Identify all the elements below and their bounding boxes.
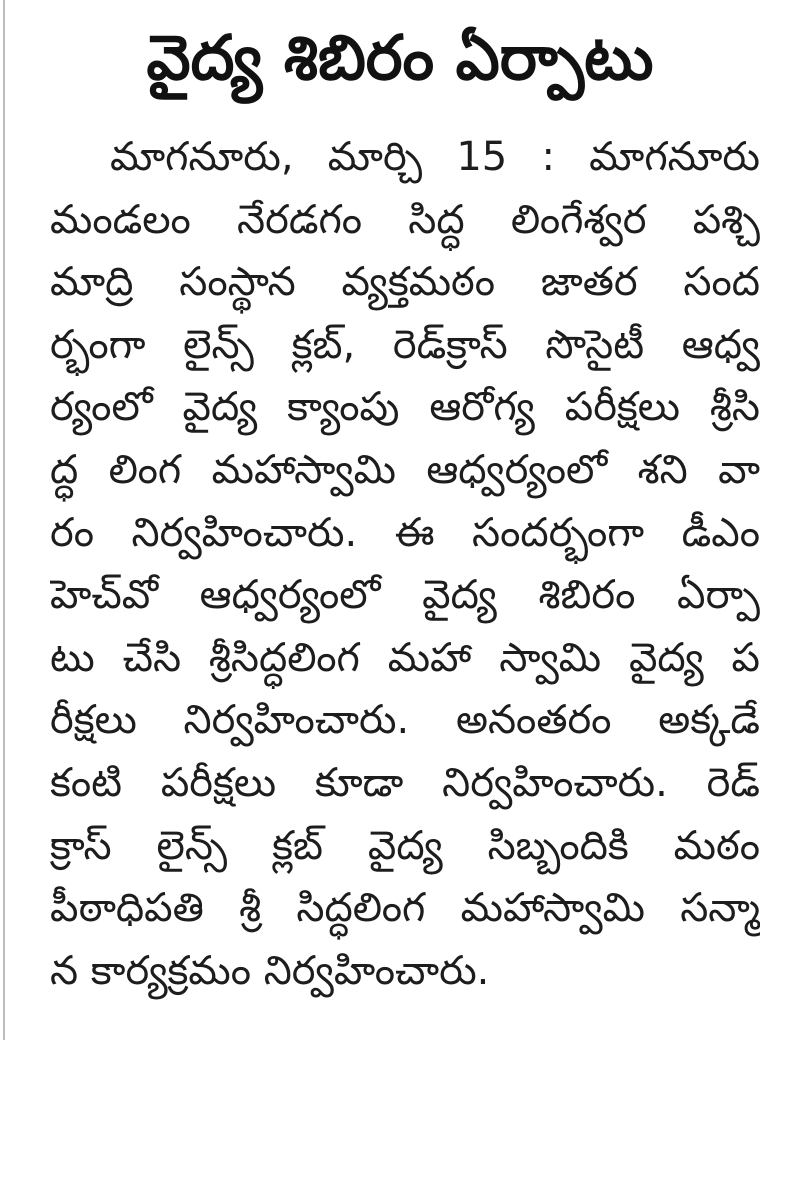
article-line: మాగనూరు, మార్చి 15 : మాగనూరు bbox=[110, 134, 760, 180]
article-line: పీఠాధిపతి శ్రీ సిద్ధలింగ మహాస్వామి సన్మా bbox=[50, 885, 760, 932]
article-line: టు చేసి శ్రీసిద్ధలింగ మహా స్వామి వైద్య ప bbox=[50, 634, 760, 681]
article-line: ద్ధ లింగ మహాస్వామి ఆధ్వర్యంలో శని వా bbox=[50, 446, 760, 493]
article-line: న కార్యక్రమం నిర్వహించారు. bbox=[50, 947, 490, 994]
column-divider bbox=[3, 0, 5, 1040]
headline: వైద్య శిబిరం ఏర్పాటు bbox=[146, 21, 654, 94]
article-line: రీక్షలు నిర్వహించారు. అనంతరం అక్కడే bbox=[50, 697, 760, 744]
article-line: ర్యంలో వైద్య క్యాంపు ఆరోగ్య పరీక్షలు శ్రీసి bbox=[50, 384, 760, 431]
article-line: క్రాస్ లైన్స్ క్లబ్ వైద్య సిబ్బందికి మఠం bbox=[50, 822, 760, 869]
article-body bbox=[40, 126, 760, 1002]
news-clipping bbox=[40, 10, 760, 1002]
article-line: కంటి పరీక్షలు కూడా నిర్వహించారు. రెడ్ bbox=[50, 759, 760, 806]
article-line: రం నిర్వహించారు. ఈ సందర్భంగా డీఎం bbox=[50, 509, 760, 556]
article-line: ర్భంగా లైన్స్ క్లబ్, రెడ్‌క్రాస్ సొసైటీ ఆధ్వ bbox=[50, 321, 760, 368]
article-line: హెచ్‌వో ఆధ్వర్యంలో వైద్య శిబిరం ఏర్పా bbox=[50, 572, 760, 619]
article-line: మండలం నేరడగం సిద్ధ లింగేశ్వర పశ్చి bbox=[50, 196, 760, 243]
article-line: మాద్రి సంస్థాన వ్యక్తమఠం జాతర సంద bbox=[50, 259, 760, 306]
